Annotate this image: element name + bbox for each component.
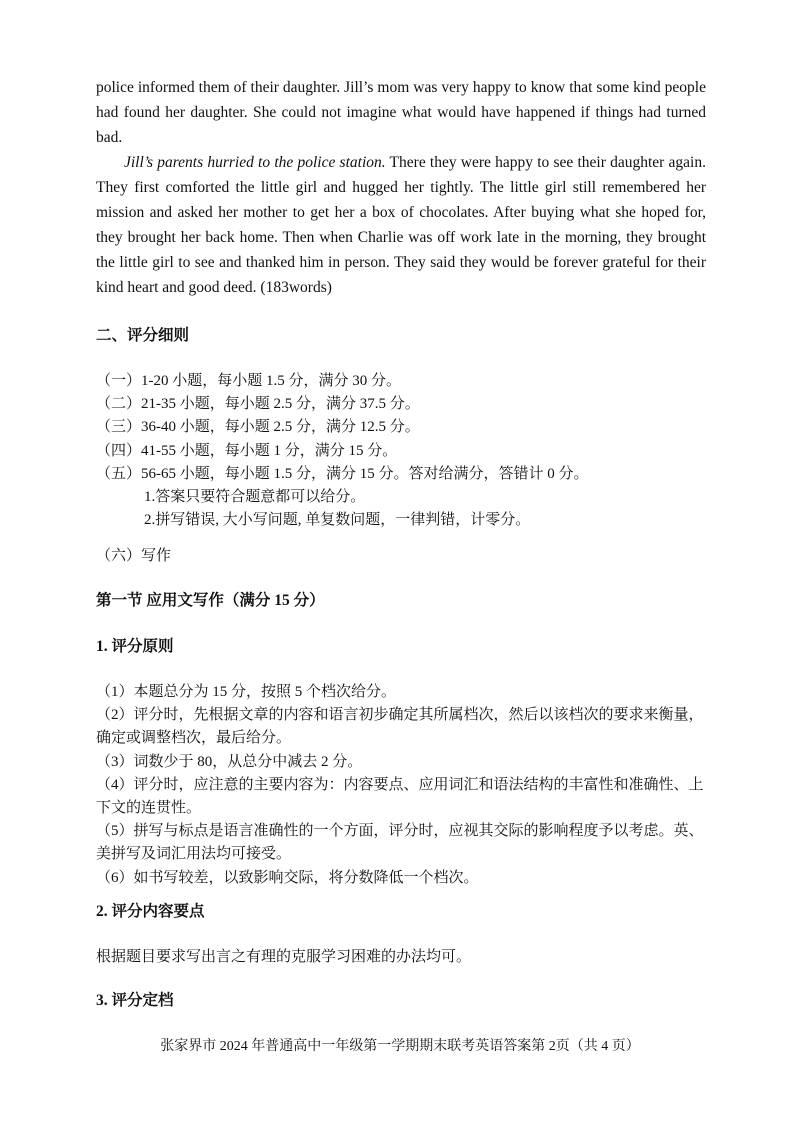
scoring-item: （五）56-65 小题，每小题 1.5 分，满分 15 分。答对给满分，答错计 0 分。: [96, 465, 589, 482]
principle-item: （4）评分时，应注意的主要内容为：内容要点、应用词汇和语法结构的丰富性和准确性、上下文的连贯性。: [96, 776, 704, 817]
principle-item: （5）拼写与标点是语言准确性的一个方面，评分时，应视其交际的影响程度予以考虑。英、美拼写及词汇用法均可接受。: [96, 823, 704, 863]
principles-list: [96, 681, 711, 890]
scoring-item: （一）1-20 小题，每小题 1.5 分，满分 30 分。: [96, 373, 401, 389]
story-paragraph-2-lead: Jill’s parents hurried to the police station.: [124, 154, 386, 171]
principle-item: （1）本题总分为 15 分，按照 5 个档次给分。: [96, 684, 397, 700]
scoring-item: （四）41-55 小题，每小题 1 分，满分 15 分。: [96, 442, 398, 459]
grading-levels-title: 3. 评分定档: [96, 992, 174, 1009]
content-points-text: 根据题目要求写出言之有理的克服学习困难的办法均可。: [96, 949, 472, 965]
principle-item: （3）词数少于 80，从总分中减去 2 分。: [96, 753, 363, 770]
scoring-item: （三）36-40 小题，每小题 2.5 分，满分 12.5 分。: [96, 419, 420, 436]
section-title-scoring-details: 二、评分细则: [96, 327, 190, 344]
scoring-note: 1.答案只要符合题意都可以给分。: [144, 489, 366, 506]
scoring-list: [96, 370, 711, 532]
scoring-note: 2.拼写错误, 大小写问题, 单复数问题，一律判错，计零分。: [144, 512, 531, 529]
principles-title: 1. 评分原则: [96, 638, 174, 655]
story-paragraph-2: [96, 150, 706, 300]
principle-item: （2）评分时，先根据文章的内容和语言初步确定其所属档次，然后以该档次的要求来衡量，确定或调整档次，最后给分。: [96, 707, 704, 747]
principle-item: （6）如书写较差，以致影响交际，将分数降低一个档次。: [96, 869, 479, 886]
page-footer: 张家界市 2024 年普通高中一年级第一学期期末联考英语答案第 2页（共 4 页）: [160, 1039, 640, 1054]
content-points-title: 2. 评分内容要点: [96, 903, 205, 920]
part1-title: 第一节 应用文写作（满分 15 分）: [96, 592, 325, 609]
writing-label: （六）写作: [96, 548, 172, 564]
scoring-item: （二）21-35 小题，每小题 2.5 分，满分 37.5 分。: [96, 396, 420, 413]
story-paragraph-2-body: There they were happy to see their daughter again. They first comforted the little girl and hugged her tightly. The little girl still remembered her mission and asked her mother to get her a box of chocolates. After buying what she hoped for, they brought her back home. Then when Charlie was off work late in the morning, they brought the little girl to see and thanked him in person. They said they would be forever grateful for their kind heart and good deed. (183words): [96, 154, 706, 296]
story-paragraph-1: police informed them of their daughter. Jill’s mom was very happy to know that some kind people had found her daughter. She could not imagine what would have happened if things had turned bad.: [96, 79, 706, 146]
